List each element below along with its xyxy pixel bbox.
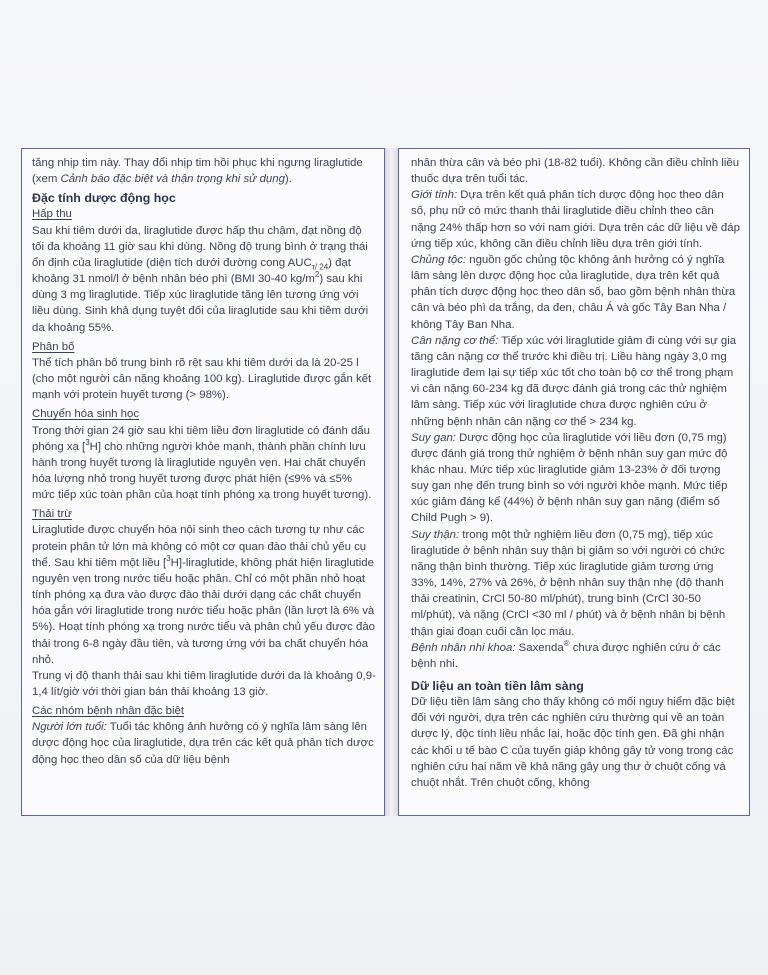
intro-reference: Cảnh báo đặc biệt và thận trọng khi sử dụng xyxy=(60,173,285,186)
preclinical-text: Dữ liệu tiền lâm sàng cho thấy không có mối nguy hiểm đặc biệt đối với người, dựa trên các nghiên cứu thường qui về an toàn dược lý, độc tính liều nhắc lại, hoặc độc tính gen. Đã ghi nhận các khối u tế bào C của tuyến giáp không gây tử vong trong các nghiên cứu hai năm về khả năng gây ung thư ở chuột cống và chuột nhắt. Trên chuột cống, không xyxy=(411,696,735,789)
heading-special-populations: Các nhóm bệnh nhân đặc biệt xyxy=(32,705,184,718)
heading-elimination: Thải trừ xyxy=(32,508,72,521)
elimination-text: Liraglutide được chuyển hóa nội sinh theo cách tương tự như các protein phân tử lớn mà không có một cơ quan đào thải chủ yếu cụ thể. Sau khi tiêm một liều [$^3$H]-liraglutide, không phát hiện liraglutide nguyên vẹn trong nước tiểu hoặc phân. Chỉ có một phần nhỏ hoạt tính phóng xạ đưa vào được đào thải dưới dạng các chất chuyển hóa gắn với liraglutide trong nước tiểu hoặc phân (lần lượt là 6% và 5%). Hoạt tính phóng xạ trong nước tiểu và phân chủ yếu được đào thải trong 6-8 ngày đầu tiên, và tương ứng với ba chất chuyển hóa nhỏ. xyxy=(32,524,376,666)
clearance-text: Trung vị độ thanh thải sau khi tiêm liraglutide dưới da là khoảng 0,9-1,4 lít/giờ với thời gian bán thải khoảng 13 giờ. xyxy=(32,669,376,698)
intro-paragraph: tăng nhịp tim này. Thay đổi nhịp tim hồi phục khi ngưng liraglutide (xem Cảnh báo đặc biệt và thận trọng khi sử dụng). xyxy=(32,157,363,186)
elderly-text: Người lớn tuổi: Tuổi tác không ảnh hưởng có ý nghĩa lâm sàng lên dược động học của liraglutide, dựa trên các kết quả phân tích dược động học theo dân số của dữ liệu bệnh xyxy=(32,721,374,766)
ethnicity-text: Chủng tộc: nguồn gốc chủng tộc không ảnh hưởng có ý nghĩa lâm sàng lên dược động học của liraglutide, dựa trên kết quả phân tích dược động học theo dân số, bao gồm bệnh nhân thừa cân và béo phì da trắng, da đen, châu Á và gốc Tây Ban Nha / không Tây Ban Nha. xyxy=(411,253,736,331)
heading-distribution: Phân bố xyxy=(32,340,75,353)
pediatric-text: Bệnh nhân nhi khoa: Saxenda® chưa được nghiên cứu ở các bệnh nhi. xyxy=(411,638,721,670)
page-gutter xyxy=(385,148,398,816)
renal-text: Suy thận: trong một thử nghiệm liều đơn (0,75 mg), tiếp xúc liraglutide ở bệnh nhân suy thận bị giảm so với người có chức năng thận bình thường. Tiếp xúc liraglutide giảm tương ứng 33%, 14%, 27% và 26%, ở bệnh nhân suy thận nhẹ (độ thanh thải creatinin, CrCl 50-80 ml/phút), trung bình (CrCl 30-50 ml/phút), và nặng (CrCl <30 ml / phút) và ở bệnh nhân bị bệnh thận giai đoạn cuối cần lọc máu. xyxy=(411,528,726,638)
right-page xyxy=(398,148,750,816)
heading-absorption: Hấp thu xyxy=(32,208,72,221)
distribution-text: Thể tích phân bố trung bình rõ rệt sau khi tiêm dưới da là 20-25 l (cho một người cân nặng khoảng 100 kg). Liraglutide được gắn kết mạnh với protein huyết tương (> 98%). xyxy=(32,356,372,402)
left-page xyxy=(21,148,385,816)
gender-text: Giới tính: Dựa trên kết quả phân tích dược động học theo dân số, phụ nữ có mức thanh thải liraglutide điều chỉnh theo cân nặng 24% thấp hơn so với nam giới. Dựa trên các dữ liệu về đáp ứng tiếp xúc, không cần điều chỉnh liều dựa trên giới tính. xyxy=(411,189,740,250)
continued-text: nhân thừa cân và béo phì (18-82 tuổi). Không cần điều chỉnh liều thuốc dựa trên tuổi tác. xyxy=(411,157,740,186)
section-title-preclinical: Dữ liệu an toàn tiền lâm sàng xyxy=(411,679,584,693)
hepatic-text: Suy gan: Dược động học của liraglutide với liều đơn (0,75 mg) được đánh giá trong thử nghiệm ở bệnh nhân suy gan mức độ khác nhau. Mức tiếp xúc liraglutide giảm 13-23% ở đối tượng suy gan nhẹ đến trung bình so với người khỏe mạnh. Mức tiếp xúc giảm đáng kể (44%) ở bệnh nhân suy gan nặng (điểm số Child Pugh > 9). xyxy=(411,431,728,525)
absorption-text: Sau khi tiêm dưới da, liraglutide được hấp thu chậm, đạt nồng độ tối đa khoảng 11 giờ sau khi dùng. Nồng độ trung bình ở trạng thái ổn định của liraglutide (diện tích dưới đường cong $AUC_{\tau/ 24}$) đạt khoảng 31 nmol/l ở bệnh nhân béo phì (BMI 30-40 $kg/m^2$) sau khi dùng 3 mg liraglutide. Tiếp xúc liraglutide tăng lên tương ứng với liều dùng. Sinh khả dụng tuyệt đối của liraglutide sau khi tiêm dưới da khoảng 55%. xyxy=(32,224,369,334)
body-weight-text: Cân nặng cơ thể: Tiếp xúc với liraglutide giảm đi cùng với sự gia tăng cân nặng cơ thể trước khi điều trị. Liều hàng ngày 3,0 mg liraglutide đem lại sự tiếp xúc tốt cho toàn bộ cơ thể trong phạm vi cân nặng 60-234 kg đã được đánh giá trong các thử nghiệm lâm sàng. Tiếp xúc với liraglutide chưa được nghiên cứu ở những bệnh nhân cân nặng cơ thể > 234 kg. xyxy=(411,334,737,428)
metabolism-text: Trong thời gian 24 giờ sau khi tiêm liều đơn liraglutide có đánh dấu phóng xạ [$^3$H] cho những người khỏe mạnh, thành phần chính lưu hành trong huyết tương là liraglutide nguyên vẹn. Hai chất chuyển hóa lượng nhỏ trong huyết tương được phát hiện (≤9% và ≤5% mức tiếp xúc toàn phần của hoạt tính phóng xạ trong huyết tương). xyxy=(32,424,372,502)
heading-metabolism: Chuyển hóa sinh học xyxy=(32,408,140,421)
section-title-pharmacokinetics: Đặc tính dược động học xyxy=(32,191,176,206)
